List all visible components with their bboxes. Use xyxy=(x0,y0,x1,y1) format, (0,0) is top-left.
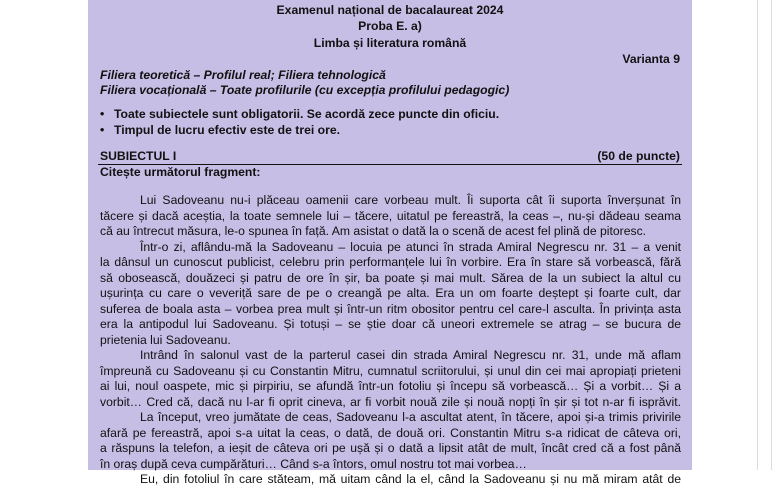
fragment-line: Lui Sadoveanu nu-i plăceau oamenii care vorbeau mult. Îi suporta cât îi suporta înverșunat în xyxy=(140,193,681,207)
fragment-line: afară pe fereastră, apoi s-a uitat la ceas, o dată, de două ori. Constantin Mitru s-a ridicat de câteva ori, xyxy=(100,425,681,440)
fragment-line: Eu, din fotoliul în care stăteam, mă uitam când la el, când la Sadoveanu și nu mă miram atât de xyxy=(140,472,681,486)
fragment-line: că au întrecut măsura, le-o spunea în față. Am asistat o dată la o scenă de acest fel plină de pitoresc. xyxy=(100,224,647,238)
exam-subject: Limba și literatura română xyxy=(313,36,467,50)
filiera-line-2: Filiera vocațională – Toate profilurile (cu excepția profilului pedagogic) xyxy=(100,83,510,97)
page-edge-line xyxy=(757,0,758,470)
subject-points: (50 de puncte) xyxy=(597,149,680,163)
fragment-line: în oraș după ceva cumpărături… Când s-a întors, omul nostru tot mai vorbea… xyxy=(100,456,527,471)
fragment-line: Intrând în salonul vast de la parterul casei din strada Amiral Negrescu nr. 31, unde mă aflam xyxy=(140,348,681,362)
bullet-icon: • xyxy=(100,123,105,137)
rule-item xyxy=(100,107,499,122)
rule-text: Toate subiectele sunt obligatorii. Se acordă zece puncte din oficiu. xyxy=(114,107,500,121)
fragment-line: vorbit… Cred că, dacă nu l-ar fi oprit cineva, ar fi vorbit nouă zile și nouă nopți în șir și tot n-ar fi isprăvit. xyxy=(100,394,681,409)
fragment-line: a răspuns la telefon, a ieșit de câteva ori pe ușă și o dată a lipsit atât de mult, încât cred că a fost până xyxy=(100,441,681,455)
fragment-line: tăcere și dacă aceștia, la toate semnele lui – tăcere, uitatul pe fereastră, la ceas –, nu-și dădeau seama xyxy=(100,208,681,223)
fragment-line: prietenia lui Sadoveanu. xyxy=(100,332,231,347)
fragment-line: ai lui, noul oaspete, mic și pirpiriu, se afundă într-un fotoliu și începu să vorbească… Și a vorbit… Și a xyxy=(100,379,681,393)
rule-item xyxy=(100,123,340,138)
bullet-icon: • xyxy=(100,107,105,121)
filiera-line-1: Filiera teoretică – Profilul real; Filiera tehnologică xyxy=(100,68,386,82)
fragment-line: la dânsul un cunoscut publicist, celebru prin performanțele lui în vorbire. Era în stare să vorbească, fără xyxy=(100,255,681,269)
fragment-line: ușurința cu care o veveriță sare de pe o creangă pe alta. Era un om foarte deștept și foarte cult, dar xyxy=(100,286,681,300)
subject-instruction: Citește următorul fragment: xyxy=(100,165,261,179)
exam-proba: Proba E. a) xyxy=(358,19,422,33)
subject-title: SUBIECTUL I xyxy=(100,149,177,163)
fragment-line: împreună cu Sadoveanu și cu Constantin Mitru, cumnatul scriitorului, și unul din cei mai apropiați prieteni xyxy=(100,363,681,378)
fragment-line: suferea de boala asta – vorbea prea mult și într-un ritm obositor pentru cel care-l asculta. În privința asta xyxy=(100,301,681,316)
exam-title: Examenul național de bacalaureat 2024 xyxy=(276,3,504,17)
variant-label: Varianta 9 xyxy=(622,52,680,66)
fragment-text xyxy=(100,193,681,488)
fragment-line: Într-o zi, aflându-mă la Sadoveanu – locuia pe atunci în strada Amiral Negrescu nr. 31 – a venit xyxy=(140,239,681,254)
page-edge-line xyxy=(771,0,772,470)
fragment-line: să obosească, douăzeci și patru de ore în șir, ba poate și mai mult. Sărea de la un subiect la altul cu xyxy=(100,270,681,285)
fragment-line: La început, vreo jumătate de ceas, Sadoveanu l-a ascultat atent, în tăcere, apoi și-a trimis privirile xyxy=(140,410,681,424)
fragment-line: era la antipodul lui Sadoveanu. Și totuși – se știe doar că uneori extremele se atrag – se bucura de xyxy=(100,317,681,331)
rule-text: Timpul de lucru efectiv este de trei ore. xyxy=(114,123,340,137)
